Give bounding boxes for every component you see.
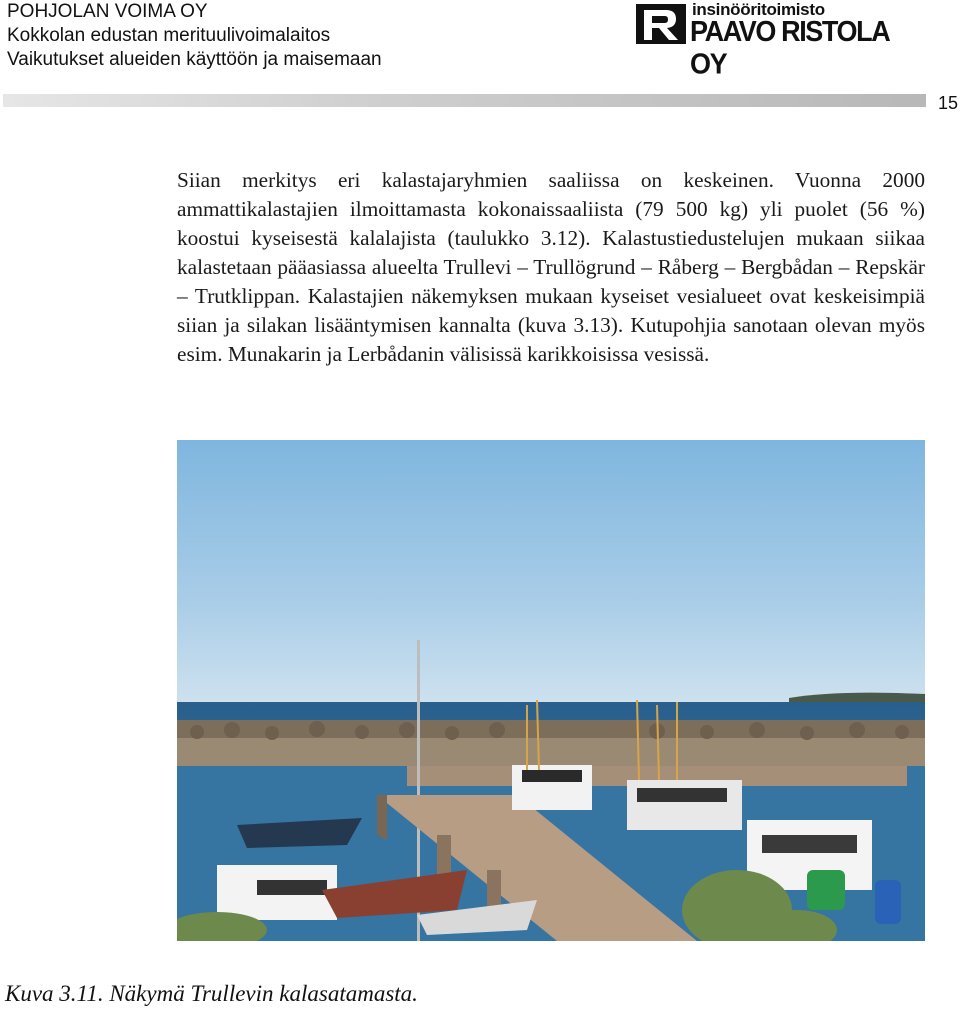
logo-subtitle: insinööritoimisto [692,0,825,19]
figure-caption: Kuva 3.11. Näkymä Trullevin kalasatamasta. [5,981,418,1006]
header-rule [3,94,926,107]
body-paragraph: Siian merkitys eri kalastajaryhmien saaliissa on keskeinen. Vuonna 2000 ammattikalastajien ilmoittamasta kokonaissaaliista (79 500 kg) yli puolet (56 %) koostui kyseisestä kalalajista (taulukko 3.12). Kalastustiedustelujen mukaan siikaa kalastetaan pääasiassa alueelta Trullevi – Trullögrund – Råberg – Bergbådan – Repskär – Trutklippan. Kalastajien näkemyksen mukaan kyseiset vesialueet ovat keskeisimpiä siian ja silakan lisääntymisen kannalta (kuva 3.13). Kutupohjia sanotaan olevan myös esim. Munakarin ja Lerbådanin välisissä karikkoisissa vesissä. [177,168,925,366]
logo-r-mark-icon [636,4,686,44]
document-header [7,0,382,72]
header-report-title: Vaikutukset alueiden käyttöön ja maisemaan [7,49,382,70]
company-logo [636,0,926,81]
page-number: 15 [938,93,959,113]
logo-name: PAAVO RISTOLA OY [690,16,889,81]
header-project: Kokkolan edustan merituulivoimalaitos [7,25,331,46]
harbor-photo [177,440,925,941]
header-company: POHJOLAN VOIMA OY [7,1,208,22]
